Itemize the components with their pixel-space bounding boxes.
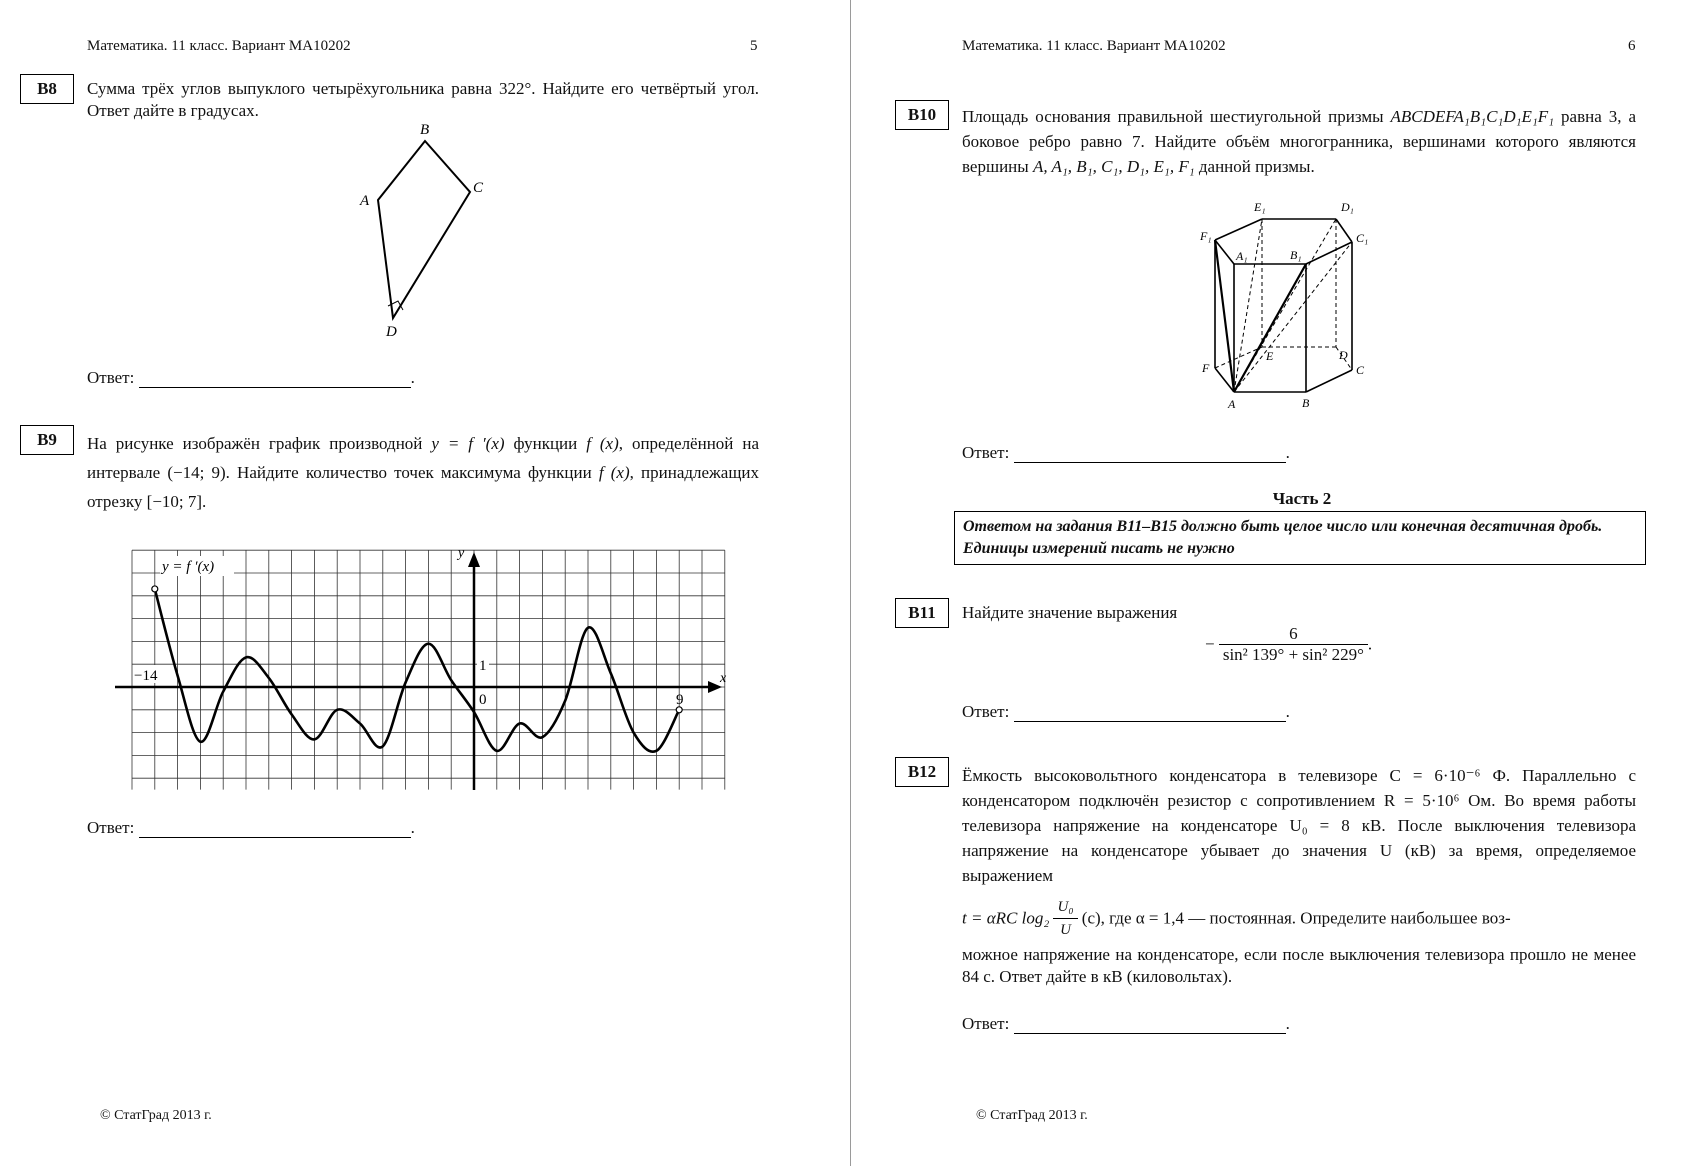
page-number: 5 (750, 38, 758, 54)
axes (115, 552, 722, 790)
task-text-b12-end: можное напряжение на конденсаторе, если после выключения телевизора прошло не менее 84 с. Ответ дайте в кВ (киловольтах). (962, 945, 1636, 986)
page-number: 6 (1628, 38, 1636, 54)
task-text-b10 (962, 104, 1636, 179)
answer-label: Ответ: (87, 818, 135, 837)
task-text-b9 (87, 429, 759, 516)
vertex-label-a: A (1228, 397, 1236, 411)
derivative-graph (110, 540, 740, 800)
formula-function: f (x) (586, 434, 619, 453)
task-text-part: функции (504, 434, 587, 453)
vertex-label-a1: A₁ (1236, 249, 1248, 263)
answer-label: Ответ: (87, 368, 135, 387)
vertex-label-d1: D₁ (1341, 200, 1354, 214)
derivative-curve (155, 589, 679, 752)
right-page (852, 0, 1700, 1166)
task-text-b8: Сумма трёх углов выпуклого четырёхугольника равна 322°. Найдите его четвёртый угол. Ответ дайте в градусах. (87, 79, 759, 120)
formula-left: t = αRC log₂ (962, 908, 1050, 928)
formula-denominator: U (1060, 922, 1071, 938)
task-text-b12: Ёмкость высоковольтного конденсатора в телевизоре C = 6·10⁻⁶ Ф. Параллельно с конденсатором подключён резистор с сопротивлением R = 5·10⁶ Ом. Во время работы телевизора напряжение на конденсаторе U₀ = 8 кВ. После выключения телевизора напряжение на конденсаторе убывает до значения U (кВ) за время, определяемое выражением (962, 766, 1636, 885)
answer-field-b11[interactable]: Ответ: . (962, 702, 1290, 721)
task-text-part: данной призмы. (1198, 157, 1315, 176)
task-text-part: равна 3, а боковое ребро равно 7. Найдите объём многогранника, вершинами которого являются вершины (962, 107, 1637, 176)
vertex-list: A, A₁, B₁, C₁, D₁, E₁, F₁ (1032, 157, 1195, 176)
answer-field-b8[interactable]: Ответ: . (87, 368, 415, 387)
part-2-instructions: Ответом на задания B11–B15 должно быть целое число или конечная десятичная дробь. Единицы измерений писать не нужно (954, 511, 1646, 565)
task-text-part: . (202, 492, 207, 511)
page-header: Математика. 11 класс. Вариант МА10202 (87, 38, 351, 54)
task-label-b8: B8 (20, 74, 74, 104)
x-axis-label: x (720, 671, 727, 686)
fraction-numerator: 6 (1219, 624, 1368, 645)
page-divider (850, 0, 851, 1166)
quadrilateral-figure (350, 120, 500, 340)
vertex-label-b: B (420, 122, 430, 138)
answer-label: Ответ: (962, 702, 1010, 721)
answer-field-b12[interactable]: Ответ: . (962, 1014, 1290, 1033)
segment: [−10; 7] (146, 492, 203, 511)
task-text-part: , определённой на интервале (87, 434, 759, 482)
formula-function: f (x) (598, 463, 630, 482)
b12-formula-line (962, 896, 1636, 941)
tick-label-x-pos: 9 (676, 692, 684, 708)
footer-copyright: © СтатГрад 2013 г. (100, 1108, 212, 1123)
vertex-label-b1: B₁ (1290, 248, 1302, 262)
vertex-label-c1: C₁ (1356, 231, 1369, 245)
chart-title: y = f ′(x) (162, 559, 215, 575)
vertex-label-d: D (386, 324, 397, 340)
task-label-b10: B10 (895, 100, 949, 130)
vertex-label-e1: E₁ (1254, 200, 1266, 214)
task-label-b11: B11 (895, 598, 949, 628)
task-text-part: , принадлежащих отрезку (87, 463, 760, 511)
vertex-label-d: D (1339, 348, 1348, 362)
page-header: Математика. 11 класс. Вариант МА10202 (962, 38, 1226, 54)
answer-field-b9[interactable]: Ответ: . (87, 818, 415, 837)
vertex-label-c: C (1356, 363, 1365, 377)
vertex-label-f: F (1202, 361, 1210, 375)
answer-line[interactable] (139, 370, 411, 388)
quadrilateral-abcd (378, 141, 470, 318)
fraction-denominator: sin² 139° + sin² 229° (1222, 645, 1364, 664)
task-label-b12: B12 (895, 757, 949, 787)
task-text-part: На рисунке изображён график производной (87, 434, 432, 453)
answer-field-b10[interactable]: Ответ: . (962, 443, 1290, 462)
vertex-label-b: B (1302, 396, 1310, 410)
task-label-b9: B9 (20, 425, 74, 455)
answer-label: Ответ: (962, 443, 1010, 462)
tick-label-y-one: 1 (479, 658, 487, 674)
tick-label-x-neg: −14 (134, 668, 158, 684)
task-text-b11: Найдите значение выражения (962, 603, 1178, 622)
formula-numerator: U₀ (1053, 896, 1077, 919)
answer-line[interactable] (1014, 704, 1286, 722)
expression-fraction (1219, 624, 1368, 665)
formula-fraction (1053, 896, 1077, 941)
answer-line[interactable] (1014, 445, 1286, 463)
task-text-part: Площадь основания правильной шестиугольной призмы (962, 107, 1384, 126)
formula-derivative: y = f ′(x) (431, 434, 505, 453)
footer-copyright: © СтатГрад 2013 г. (976, 1108, 1088, 1123)
vertex-label-c: C (473, 180, 484, 196)
interval: (−14; 9) (167, 463, 226, 482)
pyramid-edges (1215, 240, 1306, 392)
prism-name: ABCDEFA₁B₁C₁D₁E₁F₁ (1390, 107, 1555, 126)
expression-end: . (1367, 634, 1373, 654)
vertex-label-e: E (1266, 349, 1274, 363)
tick-label-origin: 0 (479, 692, 487, 708)
answer-line[interactable] (1014, 1016, 1286, 1034)
vertex-label-a: A (360, 193, 370, 209)
answer-label: Ответ: (962, 1014, 1010, 1033)
answer-line[interactable] (139, 820, 411, 838)
vertex-label-f1: F₁ (1200, 229, 1212, 243)
formula-right: (с), где α = 1,4 — постоянная. Определите наибольшее воз- (1081, 908, 1511, 928)
part-2-title: Часть 2 (1272, 489, 1332, 508)
y-axis-label: y (458, 546, 465, 561)
y-axis-arrow (468, 552, 480, 567)
task-text-part: . Найдите количество точек максимума функции (225, 463, 599, 482)
hexagonal-prism-figure (1194, 196, 1434, 416)
expression-minus: − (1205, 634, 1215, 654)
b11-expression (1205, 624, 1372, 665)
curve-start-point (152, 586, 158, 592)
grid (132, 550, 725, 789)
